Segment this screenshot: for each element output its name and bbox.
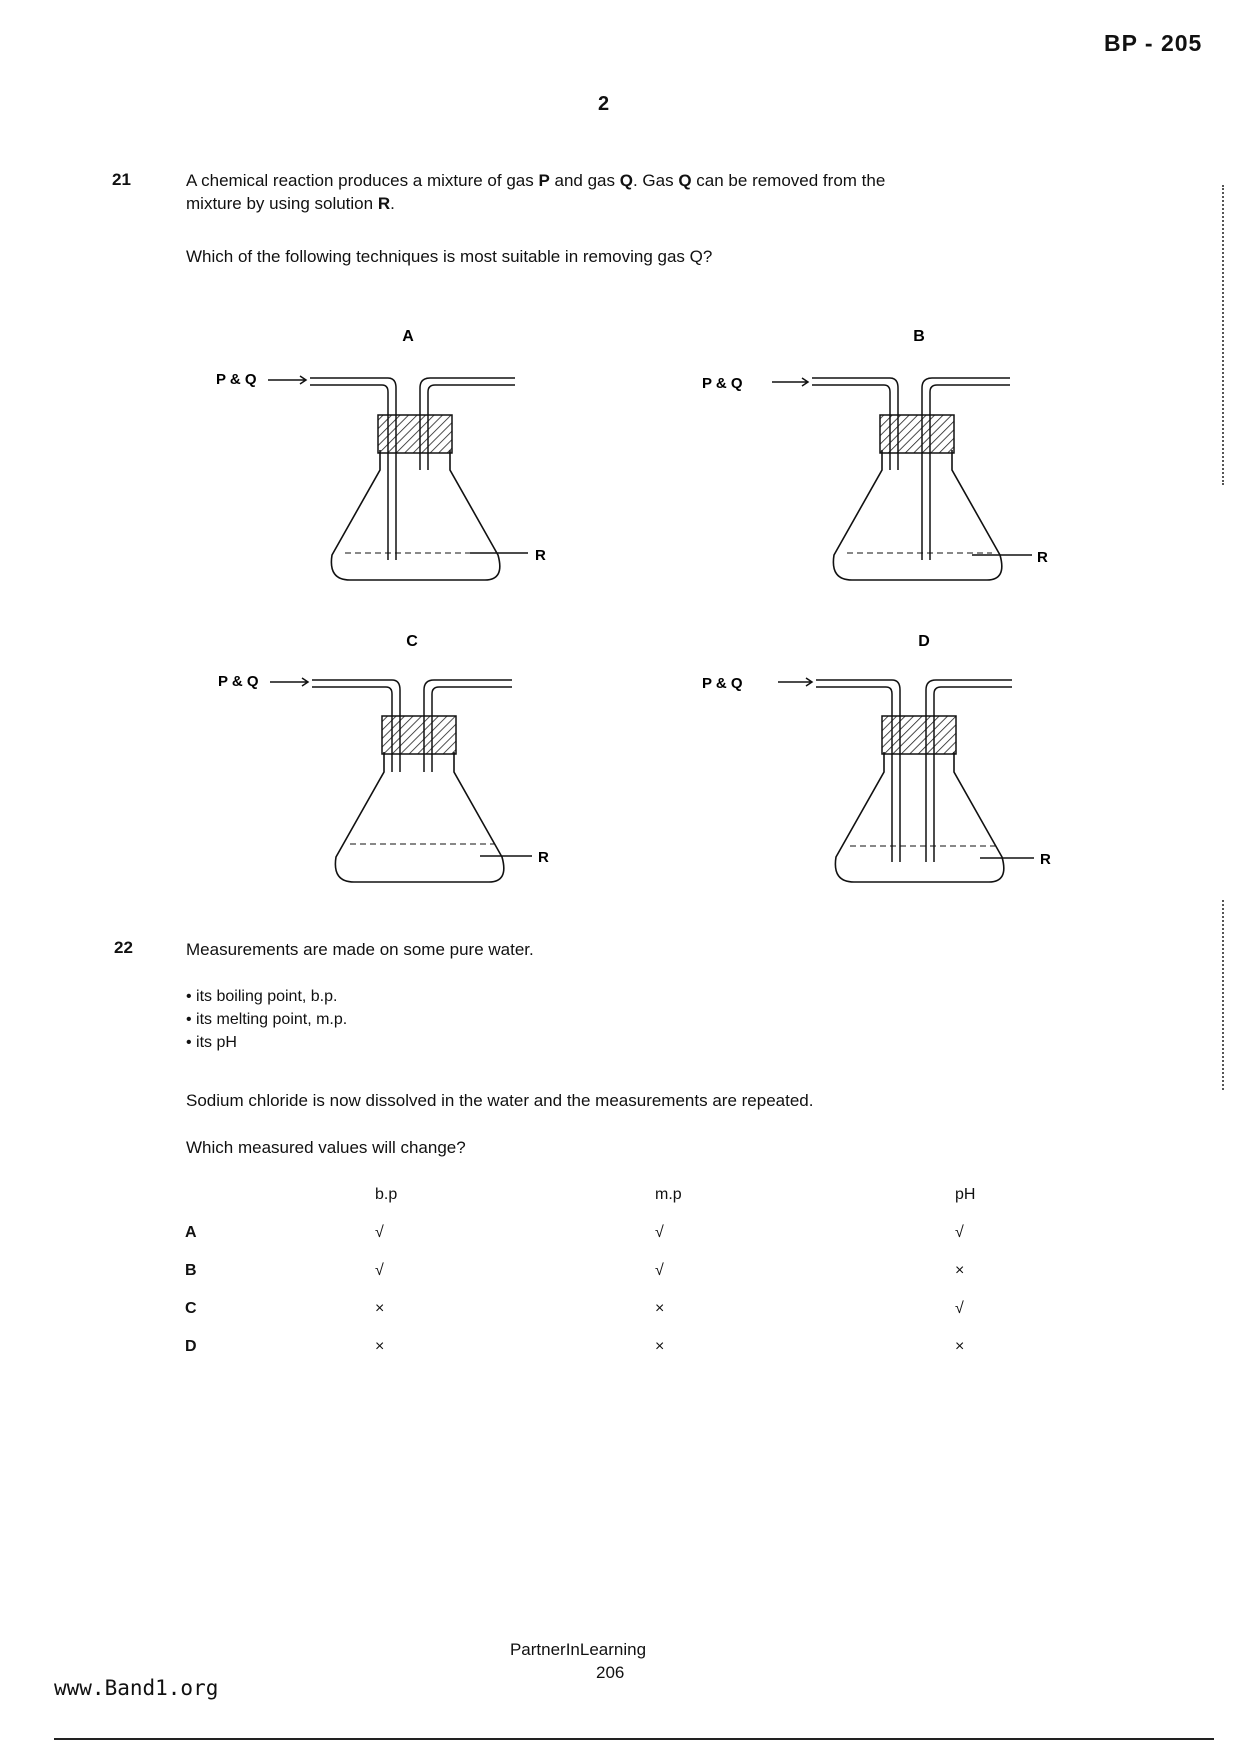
diagram-d[interactable] bbox=[702, 633, 1051, 882]
answer-table bbox=[185, 1186, 985, 1376]
diagram-b[interactable] bbox=[702, 328, 1048, 580]
footer-publisher: PartnerInLearning bbox=[509, 1640, 647, 1659]
diagram-b-inlet-tube bbox=[812, 385, 890, 470]
row-bp: × bbox=[375, 1300, 385, 1317]
footer-website: www.Band1.org bbox=[54, 1676, 219, 1700]
diagram-a-inlet-label: P & Q bbox=[216, 371, 257, 388]
question-22-bullets bbox=[186, 985, 347, 1054]
diagram-c-flask bbox=[335, 752, 503, 882]
header-ph: pH bbox=[955, 1186, 976, 1203]
diagram-d-flask bbox=[835, 752, 1003, 882]
header-mp: m.p bbox=[655, 1186, 682, 1203]
question-21-prompt: Which of the following techniques is most suitable in removing gas Q? bbox=[186, 247, 713, 266]
row-bp: √ bbox=[375, 1224, 384, 1241]
diagram-c-inlet-label: P & Q bbox=[218, 673, 259, 690]
bullet-melting-point: • its melting point, m.p. bbox=[186, 1011, 348, 1028]
row-mp: √ bbox=[655, 1224, 664, 1241]
table-row-b[interactable] bbox=[185, 1262, 985, 1300]
scan-edge-mark bbox=[1222, 185, 1225, 485]
diagram-a-inlet-arrow bbox=[268, 376, 306, 384]
diagram-c[interactable] bbox=[218, 633, 549, 882]
question-number-22: 22 bbox=[114, 938, 133, 957]
bottom-rule bbox=[54, 1738, 1214, 1740]
row-bp: × bbox=[375, 1338, 385, 1355]
diagram-b-flask bbox=[833, 450, 1001, 580]
scan-edge-mark bbox=[1222, 900, 1225, 1090]
table-header-row bbox=[185, 1186, 985, 1224]
diagram-c-inlet-arrow bbox=[270, 678, 308, 686]
footer-page-number: 206 bbox=[596, 1663, 625, 1682]
diagram-a-label: A bbox=[402, 328, 414, 345]
diagram-a-solution-label: R bbox=[535, 547, 546, 564]
diagram-d-stopper bbox=[882, 716, 956, 754]
question-22-statement: Sodium chloride is now dissolved in the water and the measurements are repeated. bbox=[186, 1091, 814, 1110]
row-ph: × bbox=[955, 1338, 965, 1355]
page-number: 2 bbox=[598, 93, 610, 115]
row-option: B bbox=[185, 1262, 197, 1279]
diagram-d-inlet-tube bbox=[816, 687, 892, 862]
row-bp: √ bbox=[375, 1262, 384, 1279]
row-ph: × bbox=[955, 1262, 965, 1279]
row-mp: × bbox=[655, 1300, 665, 1317]
diagram-b-outlet-tube bbox=[930, 385, 1010, 560]
diagram-a-stopper bbox=[378, 415, 452, 453]
row-ph: √ bbox=[955, 1224, 964, 1241]
row-mp: × bbox=[655, 1338, 665, 1355]
paper-code: BP - 205 bbox=[1104, 30, 1203, 56]
row-option: A bbox=[185, 1224, 197, 1241]
diagram-c-solution-label: R bbox=[538, 849, 549, 866]
question-22-prompt: Which measured values will change? bbox=[186, 1138, 466, 1157]
question-number-21: 21 bbox=[112, 170, 131, 189]
diagram-c-label: C bbox=[406, 633, 418, 650]
table-row-d[interactable] bbox=[185, 1338, 985, 1376]
table-row-a[interactable] bbox=[185, 1224, 985, 1262]
diagram-d-label: D bbox=[918, 633, 930, 650]
diagram-b-solution-label: R bbox=[1037, 549, 1048, 566]
bullet-boiling-point: • its boiling point, b.p. bbox=[186, 988, 338, 1005]
row-mp: √ bbox=[655, 1262, 664, 1279]
question-21-stem: A chemical reaction produces a mixture of gas P and gas Q. Gas Q can be removed from the mixture by using solution R. bbox=[186, 171, 886, 213]
diagram-a-inlet-tube bbox=[310, 385, 388, 560]
diagram-d-outlet-tube bbox=[934, 687, 1012, 862]
diagram-d-inlet-arrow bbox=[778, 678, 812, 686]
diagram-b-inlet-arrow bbox=[772, 378, 808, 386]
diagram-c-inlet-tube bbox=[312, 687, 392, 772]
table-row-c[interactable] bbox=[185, 1300, 985, 1338]
bullet-ph: • its pH bbox=[186, 1034, 237, 1051]
question-22-stem: Measurements are made on some pure water. bbox=[186, 940, 534, 959]
diagram-a[interactable] bbox=[216, 328, 546, 580]
diagram-d-solution-label: R bbox=[1040, 851, 1051, 868]
diagram-b-inlet-label: P & Q bbox=[702, 375, 743, 392]
diagram-a-flask bbox=[331, 450, 499, 580]
row-ph: √ bbox=[955, 1300, 964, 1317]
row-option: C bbox=[185, 1300, 197, 1317]
diagram-d-inlet-label: P & Q bbox=[702, 675, 743, 692]
diagram-b-stopper bbox=[880, 415, 954, 453]
diagram-b-label: B bbox=[913, 328, 925, 345]
header-bp: b.p bbox=[375, 1186, 398, 1203]
row-option: D bbox=[185, 1338, 197, 1355]
diagram-c-stopper bbox=[382, 716, 456, 754]
